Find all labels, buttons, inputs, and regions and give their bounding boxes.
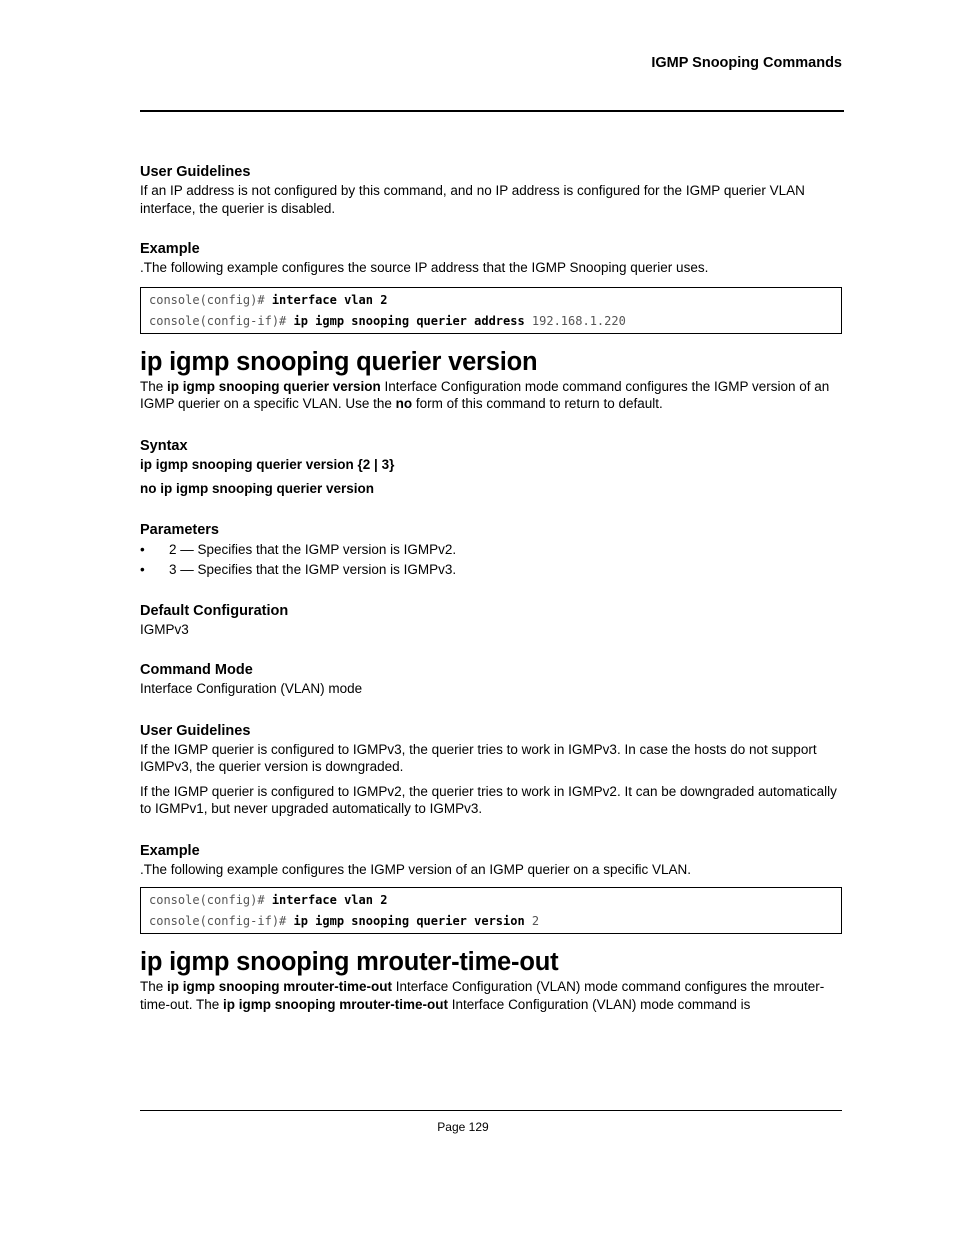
code-line (149, 890, 833, 911)
example-text: .The following example configures the source IP address that the IGMP Snooping querier uses. (140, 260, 709, 275)
code-line (149, 290, 833, 311)
intro-keyword: no (395, 396, 413, 411)
bullet-marker: • (140, 541, 145, 557)
code-command: ip igmp snooping querier address (293, 313, 525, 328)
page-header-title: IGMP Snooping Commands (651, 55, 842, 71)
intro-text: Interface Configuration mode command configures the IGMP version of an IGMP querier on a specific VLAN. Use the (140, 378, 830, 411)
intro-text: The (140, 378, 168, 394)
intro-text: Interface Configuration (VLAN) mode command configures the mrouter-time-out. The (140, 979, 825, 1012)
list-item (140, 560, 842, 580)
parameters-list (140, 540, 842, 580)
intro-command: ip igmp snooping querier version (167, 378, 381, 394)
user-guidelines-heading: User Guidelines (140, 164, 251, 180)
syntax-heading: Syntax (140, 437, 188, 454)
user-guidelines-heading: User Guidelines (140, 722, 251, 739)
section-title: ip igmp snooping mrouter-time-out (140, 948, 559, 976)
code-block (140, 887, 842, 934)
syntax-line: ip igmp snooping querier version {2 | 3} (140, 456, 395, 472)
example-text: .The following example configures the IGMP version of an IGMP querier on a specific VLAN. (140, 861, 692, 877)
list-item (140, 540, 842, 560)
example-heading: Example (140, 241, 200, 257)
code-command: interface vlan 2 (271, 292, 388, 307)
intro-text: Interface Configuration (VLAN) mode command is (448, 996, 751, 1012)
code-prompt: console(config)# (149, 292, 272, 307)
user-guidelines-text: If an IP address is not configured by this command, and no IP address is configured for the IGMP querier VLAN interface, the querier is disabled. (140, 183, 805, 216)
intro-text: form of this command to return to default. (412, 396, 663, 411)
code-prompt: console(config)# (149, 893, 272, 907)
parameters-heading: Parameters (140, 521, 219, 538)
code-prompt: console(config-if)# (149, 313, 294, 328)
page-content (140, 162, 842, 1013)
code-line (149, 911, 833, 932)
section-intro (140, 378, 842, 413)
section-intro (140, 978, 842, 1013)
section-title: ip igmp snooping querier version (140, 347, 538, 376)
user-guidelines-text: If the IGMP querier is configured to IGMPv3, the querier tries to work in IGMPv3. In case the hosts do not support IGMPv3, the querier version is downgraded. (140, 741, 817, 774)
intro-command: ip igmp snooping mrouter-time-out (223, 996, 449, 1012)
code-block (140, 287, 842, 334)
intro-text: The (140, 979, 168, 994)
code-line (149, 311, 833, 332)
user-guidelines-text: If the IGMP querier is configured to IGMPv2, the querier tries to work in IGMPv2. It can be downgraded automatically to IGMPv1, but never upgraded automatically to IGMPv3. (140, 783, 837, 816)
list-item-text: 2 — Specifies that the IGMP version is IGMPv2. (169, 541, 457, 557)
default-configuration-text: IGMPv3 (140, 621, 189, 637)
example-heading: Example (140, 842, 200, 859)
intro-command: ip igmp snooping mrouter-time-out (167, 979, 392, 994)
command-mode-heading: Command Mode (140, 662, 253, 678)
bullet-marker: • (140, 561, 145, 577)
code-prompt: console(config-if)# (149, 914, 294, 928)
code-command: ip igmp snooping querier version (293, 914, 525, 928)
syntax-line: no ip igmp snooping querier version (140, 481, 375, 496)
header-divider (140, 110, 844, 112)
page-number: Page 129 (437, 1120, 489, 1134)
code-argument: 2 (524, 914, 540, 928)
code-argument: 192.168.1.220 (524, 313, 626, 328)
footer-divider (140, 1110, 842, 1111)
command-mode-text: Interface Configuration (VLAN) mode (140, 681, 363, 696)
code-command: interface vlan 2 (271, 893, 388, 907)
default-configuration-heading: Default Configuration (140, 602, 289, 619)
list-item-text: 3 — Specifies that the IGMP version is IGMPv3. (169, 561, 457, 577)
